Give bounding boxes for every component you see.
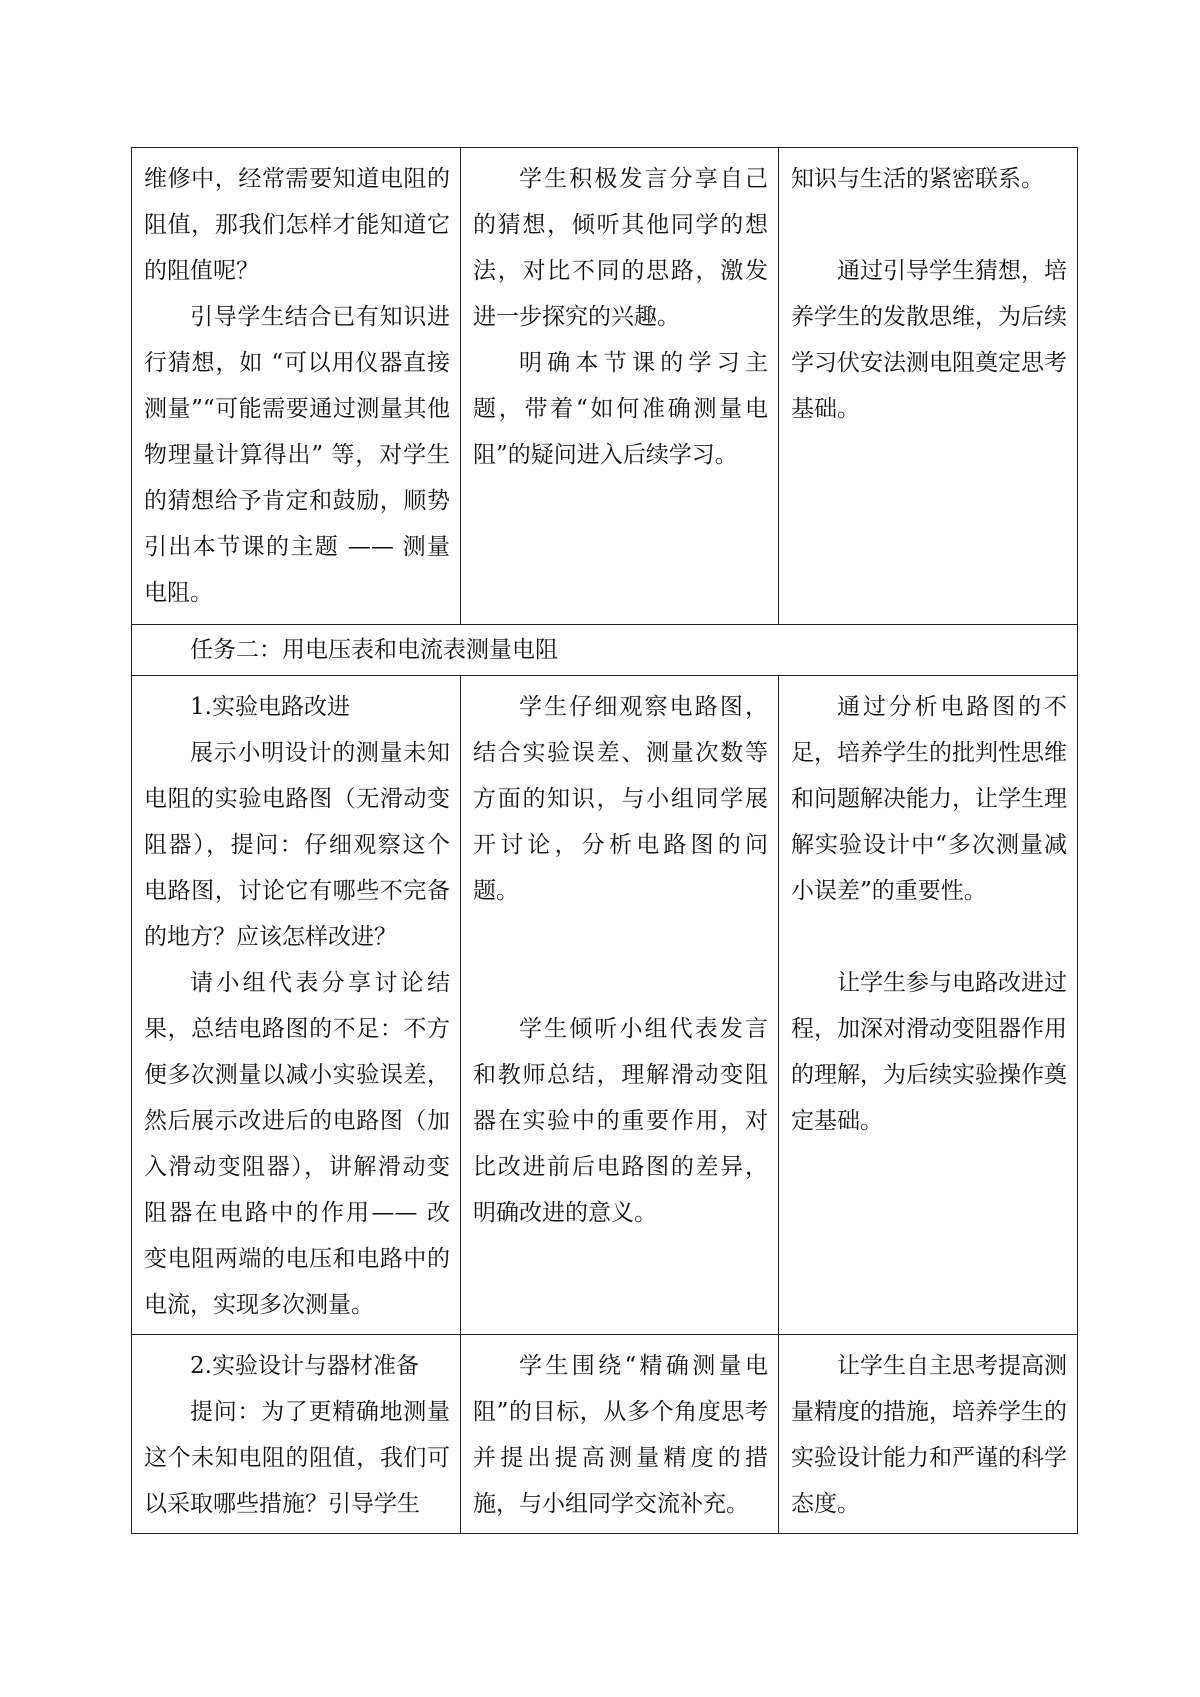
table-row [132, 148, 1078, 625]
paragraph: 通过分析电路图的不足，培养学生的批判性思维和问题解决能力，让学生理解实验设计中“多次测量减小误差”的重要性。 [791, 694, 1067, 904]
design-intent-cell [779, 1335, 1078, 1534]
paragraph: 展示小明设计的测量未知电阻的实验电路图（无滑动变阻器），提问：仔细观察这个电路图，讨论它有哪些不完备的地方？应该怎样改进？ [144, 740, 450, 950]
paragraph: 让学生参与电路改进过程，加深对滑动变阻器作用的理解，为后续实验操作奠定基础。 [791, 970, 1067, 1134]
paragraph: 学生仔细观察电路图，结合实验误差、测量次数等方面的知识，与小组同学展开讨论，分析电路图的问题。 [473, 694, 768, 904]
design-intent-cell [779, 148, 1078, 625]
table-row [132, 676, 1078, 1335]
paragraph: 通过引导学生猜想，培养学生的发散思维，为后续学习伏安法测电阻奠定思考基础。 [791, 258, 1067, 422]
lesson-plan-table [131, 147, 1078, 1534]
teacher-activity-cell [132, 148, 461, 625]
section-title: 任务二：用电压表和电流表测量电阻 [132, 625, 1078, 676]
paragraph: 引导学生结合已有知识进行猜想，如 “可以用仪器直接测量”“可能需要通过测量其他物理量计算得出” 等，对学生的猜想给予肯定和鼓励，顺势引出本节课的主题 —— 测量电阻。 [144, 304, 450, 606]
teacher-activity-cell [132, 676, 461, 1335]
subsection-heading: 2.实验设计与器材准备 [190, 1353, 419, 1379]
paragraph: 知识与生活的紧密联系。 [791, 166, 1044, 192]
paragraph: 提问：为了更精确地测量这个未知电阻的阻值，我们可以采取哪些措施？引导学生 [144, 1399, 450, 1517]
student-activity-cell [461, 676, 779, 1335]
paragraph: 学生倾听小组代表发言和教师总结，理解滑动变阻器在实验中的重要作用，对比改进前后电路图的差异，明确改进的意义。 [473, 1016, 768, 1226]
paragraph: 明确本节课的学习主题，带着“如何准确测量电阻”的疑问进入后续学习。 [473, 350, 768, 468]
section-row [132, 625, 1078, 676]
paragraph: 维修中，经常需要知道电阻的阻值，那我们怎样才能知道它的阻值呢？ [144, 166, 450, 284]
teacher-activity-cell [132, 1335, 461, 1534]
student-activity-cell [461, 148, 779, 625]
subsection-heading: 1.实验电路改进 [190, 694, 350, 720]
paragraph: 学生积极发言分享自己的猜想，倾听其他同学的想法，对比不同的思路，激发进一步探究的兴趣。 [473, 166, 768, 330]
paragraph: 请小组代表分享讨论结果，总结电路图的不足：不方便多次测量以减小实验误差，然后展示改进后的电路图（加入滑动变阻器），讲解滑动变阻器在电路中的作用—— 改变电阻两端的电压和电路中的电流，实现多次测量。 [144, 970, 450, 1318]
paragraph: 让学生自主思考提高测量精度的措施，培养学生的实验设计能力和严谨的科学态度。 [791, 1353, 1067, 1517]
table-row [132, 1335, 1078, 1534]
student-activity-cell [461, 1335, 779, 1534]
paragraph: 学生围绕“精确测量电阻”的目标，从多个角度思考并提出提高测量精度的措施，与小组同学交流补充。 [473, 1353, 768, 1517]
design-intent-cell [779, 676, 1078, 1335]
